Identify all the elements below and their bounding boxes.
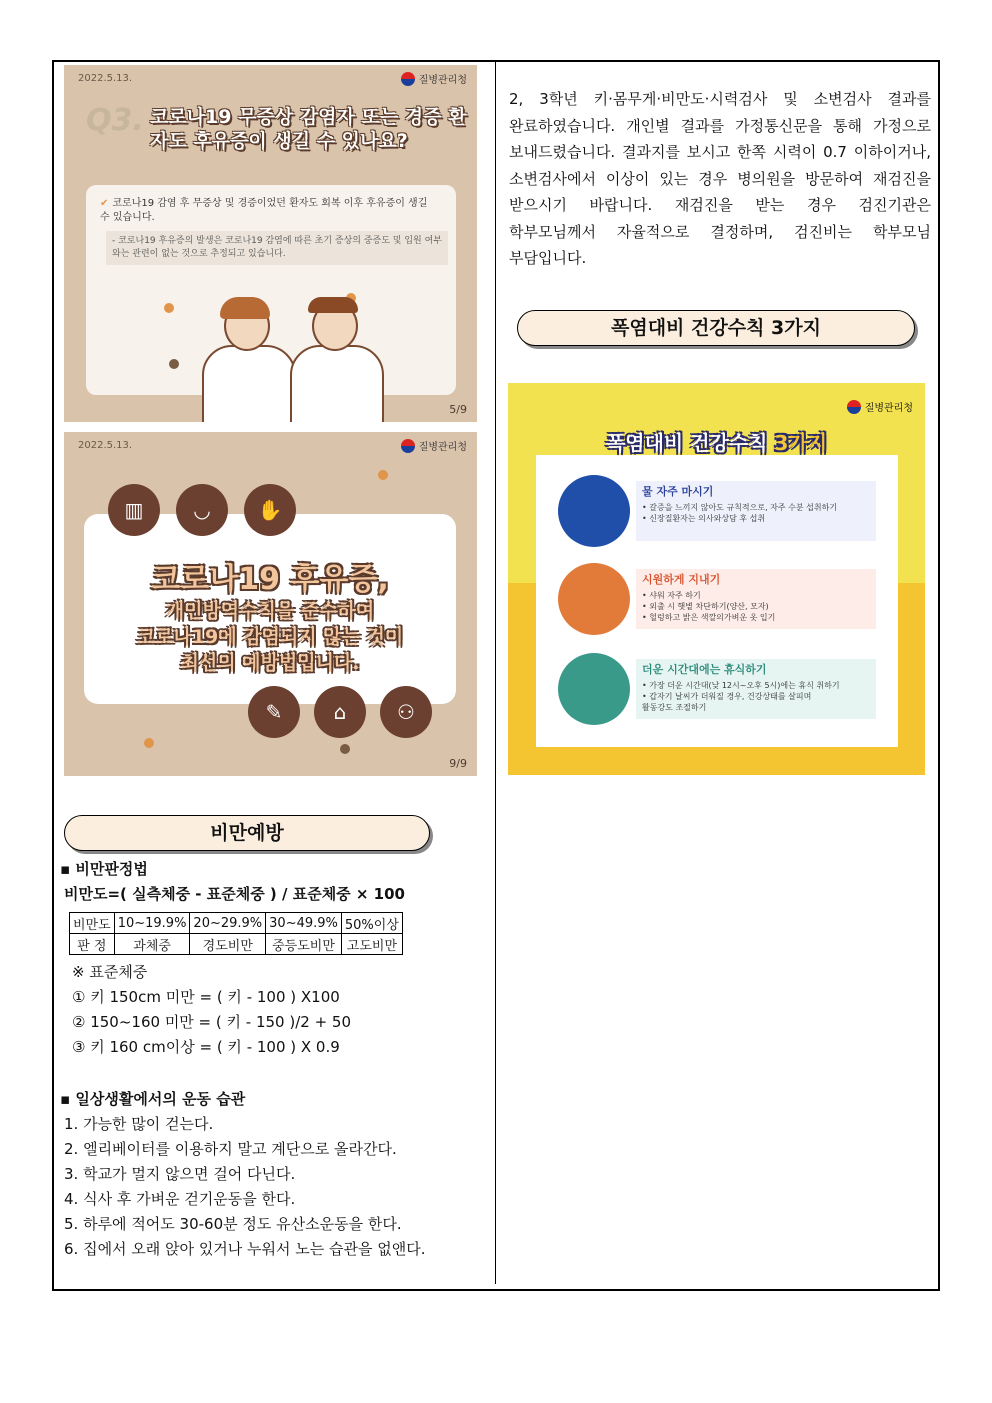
exercise-item: 2. 엘리베이터를 이용하지 말고 계단으로 올라간다.: [64, 1140, 397, 1158]
standard-weight-heading: ※ 표준체중: [72, 963, 148, 981]
drinking-water-icon: [558, 475, 630, 547]
exercise-item: 1. 가능한 많이 걷는다.: [64, 1115, 214, 1133]
table-row: [70, 913, 403, 934]
card-date: 2022.5.13.: [78, 73, 133, 84]
rule-box: [636, 481, 876, 541]
virus-icon: [169, 359, 179, 369]
exercise-item: 3. 학교가 멀지 않으면 걸어 다닌다.: [64, 1165, 296, 1183]
agency-logo: 질병관리청: [401, 438, 467, 453]
virus-icon: [340, 744, 350, 754]
standard-weight-rule: ③ 키 160 cm이상 = ( 키 - 100 ) X 0.9: [72, 1038, 340, 1056]
question-badge: Q3.: [86, 103, 144, 138]
distancing-icon: ⚇: [380, 686, 432, 738]
table-cell: 20~29.9%: [190, 913, 266, 934]
cool-down-icon: [558, 563, 630, 635]
rule-line: • 갑자기 날씨가 더워질 경우, 건강상태를 살피며: [642, 692, 812, 701]
heat-rule: [558, 563, 878, 635]
rule-line: • 헐렁하고 밝은 색깔의가벼운 옷 입기: [642, 613, 776, 622]
heat-rule: [558, 475, 878, 547]
rule-line: • 샤워 자주 하기: [642, 591, 701, 600]
checkup-notice: 2, 3학년 키·몸무게·비만도·시력검사 및 소변검사 결과를 완료하였습니다. 개인별 결과를 가정통신문을 통해 가정으로 보내드렸습니다. 결과지를 보시고 한쪽 시력이 0.7 이하이거나, 소변검사에서 이상이 있는 경우 병의원을 방문하여 재검진을 받으시기 바랍니다. 재검진을 받는 경우 검진기관은 학부모님께서 자율적으로 결정하며, 검진비는 학부모님 부담입니다.: [509, 90, 931, 267]
heat-section-title: 폭염대비 건강수칙 3가지: [517, 310, 915, 346]
heat-poster: [508, 383, 925, 775]
covid-q3-card: [64, 65, 477, 422]
table-cell: 중등도비만: [266, 934, 342, 955]
poster-title: 폭염대비 건강수칙 3가지: [605, 431, 828, 455]
prevention-line: 코로나19에 감염되지 않는 것이: [136, 626, 404, 648]
check-icon: ✔: [100, 198, 109, 209]
rule-line: • 갈증을 느끼지 않아도 규칙적으로, 자주 수분 섭취하기: [642, 503, 838, 512]
rule-line: • 가장 더운 시간대(낮 12시~오후 5시)에는 휴식 취하기: [642, 681, 840, 690]
virus-icon: [144, 738, 154, 748]
table-cell: 판 정: [70, 934, 115, 955]
rule-title: 물 자주 마시기: [642, 485, 714, 498]
rule-line: 활동강도 조절하기: [642, 703, 707, 712]
exercise-item: 4. 식사 후 가벼운 걷기운동을 한다.: [64, 1190, 296, 1208]
covid-prevention-card: [64, 432, 477, 776]
obesity-formula: 비만도=( 실측체중 - 표준체중 ) / 표준체중 × 100: [64, 885, 405, 903]
doctor-illustration: [202, 301, 292, 421]
taeguk-icon: [401, 72, 415, 86]
heat-rule: [558, 653, 878, 725]
taeguk-icon: [847, 400, 861, 414]
rule-line: • 신장질환자는 의사와상담 후 섭취: [642, 514, 766, 523]
home-isolation-icon: ⌂: [314, 686, 366, 738]
obesity-table: [69, 912, 403, 955]
prevention-title: 코로나19 후유증,: [151, 562, 389, 597]
table-cell: 과체중: [114, 934, 190, 955]
prevention-line: 최선의 예방법입니다.: [180, 652, 360, 674]
doctor-illustration: [290, 301, 380, 421]
mask-icon: ◡: [176, 484, 228, 536]
table-row: [70, 934, 403, 955]
rest-icon: [558, 653, 630, 725]
virus-icon: [164, 303, 174, 313]
table-cell: 고도비만: [341, 934, 402, 955]
page-number: 5/9: [449, 403, 467, 416]
virus-icon: [378, 470, 388, 480]
handwash-icon: ✋: [244, 484, 296, 536]
obesity-section-title: 비만예방: [64, 815, 430, 851]
table-cell: 비만도: [70, 913, 115, 934]
table-cell: 경도비만: [190, 934, 266, 955]
table-cell: 30~49.9%: [266, 913, 342, 934]
taeguk-icon: [401, 439, 415, 453]
exercise-item: 5. 하루에 적어도 30-60분 정도 유산소운동을 한다.: [64, 1215, 402, 1233]
obesity-method-heading: ▪ 비만판정법: [60, 860, 148, 878]
question-title: 코로나19 무증상 감염자 또는 경증 환자도 후유증이 생길 수 있나요?: [150, 106, 467, 152]
table-cell: 50%이상: [341, 913, 402, 934]
prevention-line: 개인방역수칙을 준수하여: [165, 600, 375, 622]
agency-logo: 질병관리청: [847, 399, 913, 414]
answer-text: ✔ 코로나19 감염 후 무증상 및 경증이었던 환자도 회복 이후 후유증이 생길 수 있습니다.: [100, 198, 428, 223]
standard-weight-rule: ② 150~160 미만 = ( 키 - 150 )/2 + 50: [72, 1013, 351, 1031]
answer-detail: - 코로나19 후유증의 발생은 코로나19 감염에 따른 초기 증상의 중증도 및 입원 여부와는 관련이 없는 것으로 추정되고 있습니다.: [106, 231, 448, 265]
rule-box: [636, 659, 876, 719]
agency-logo: 질병관리청: [401, 71, 467, 86]
page-number: 9/9: [449, 757, 467, 770]
rule-line: • 외출 시 햇볕 차단하기(양산, 모자): [642, 602, 769, 611]
hand-sanitizer-icon: ▥: [108, 484, 160, 536]
rule-title: 더운 시간대에는 휴식하기: [642, 663, 767, 676]
column-divider: [495, 62, 496, 1284]
standard-weight-rule: ① 키 150cm 미만 = ( 키 - 100 ) X100: [72, 988, 340, 1006]
card-date: 2022.5.13.: [78, 440, 133, 451]
table-cell: 10~19.9%: [114, 913, 190, 934]
exercise-heading: ▪ 일상생활에서의 운동 습관: [60, 1090, 246, 1108]
exercise-item: 6. 집에서 오래 앉아 있거나 누워서 노는 습관을 없앤다.: [64, 1240, 426, 1258]
rule-box: [636, 569, 876, 629]
rule-title: 시원하게 지내기: [642, 573, 721, 586]
vaccine-icon: ✎: [248, 686, 300, 738]
